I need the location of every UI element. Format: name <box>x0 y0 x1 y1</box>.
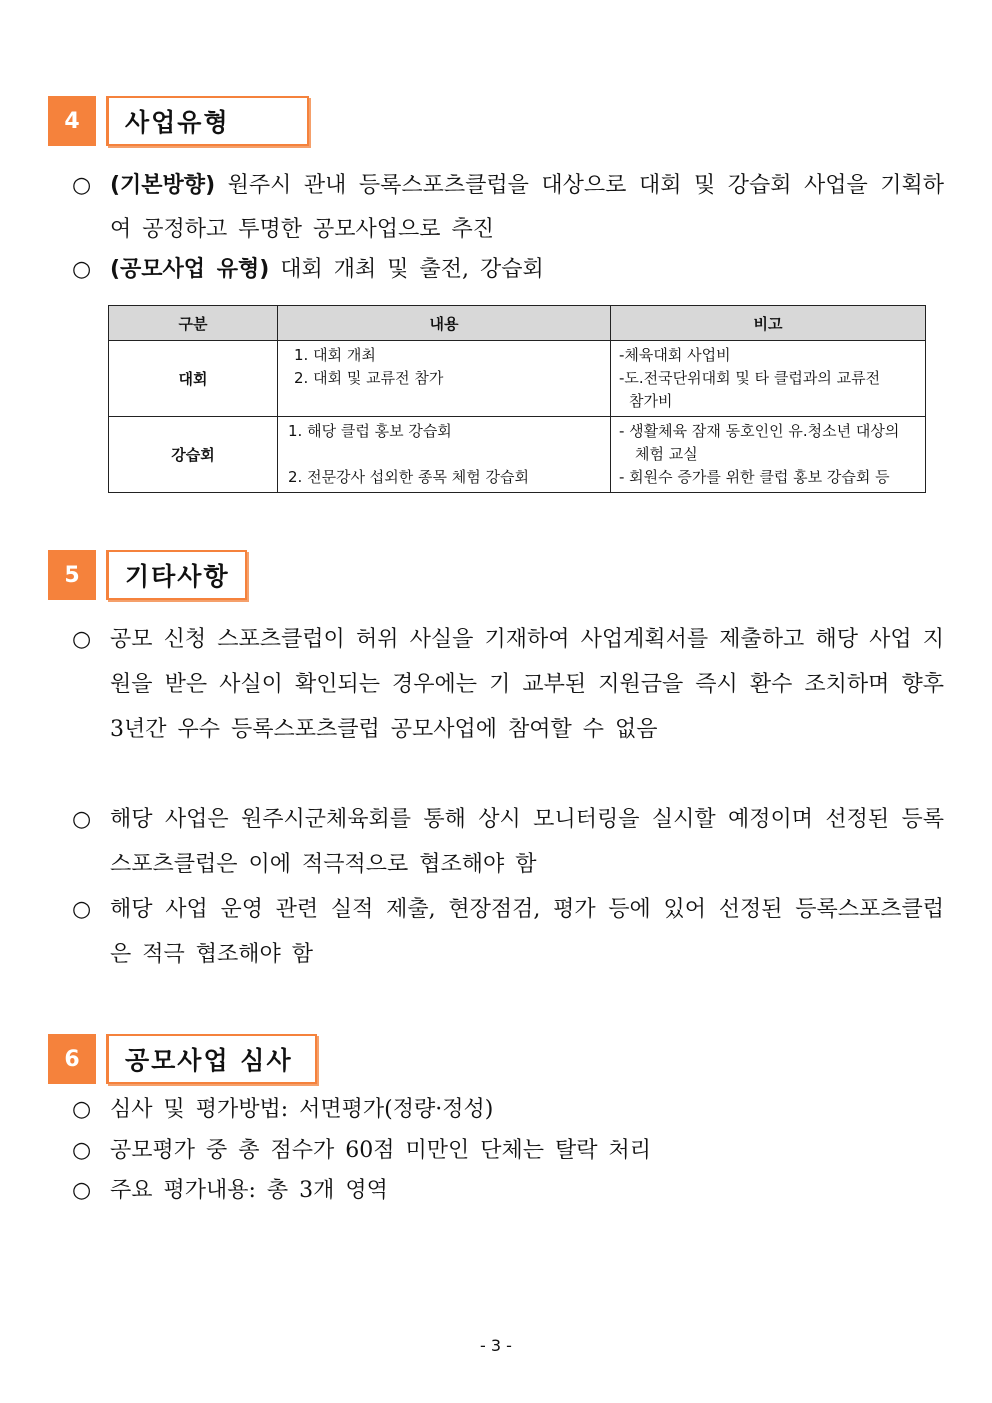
bullet-basic-direction <box>72 164 944 252</box>
section-number: 5 <box>48 550 96 600</box>
table-row <box>109 341 926 417</box>
table-cell-content: 1. 대회 개최 2. 대회 및 교류전 참가 <box>278 341 611 417</box>
bullet-cooperation <box>72 887 944 977</box>
bullet-evaluation-method <box>72 1090 944 1130</box>
bullet-label: (공모사업 유형) <box>110 257 270 282</box>
bullet-text: 공모 신청 스포츠클럽이 허위 사실을 기재하여 사업계획서를 제출하고 해당 사업 지원을 받은 사실이 확인되는 경우에는 기 교부된 지원금을 즉시 환수 조치하며 향후 3년간 우수 등록스포츠클럽 공모사업에 참여할 수 없음 <box>110 627 944 742</box>
bullet-text: 해당 사업 운영 관련 실적 제출, 현장점검, 평가 등에 있어 선정된 등록스포츠클럽은 적극 협조해야 함 <box>110 897 944 967</box>
table-header: 비고 <box>611 306 926 341</box>
bullet-circle-icon: ○ <box>72 1178 92 1203</box>
table-cell-category: 강습회 <box>109 417 278 493</box>
bullet-evaluation-content <box>72 1171 944 1211</box>
bullet-text: 원주시 관내 등록스포츠클럽을 대상으로 대회 및 강습회 사업을 기획하여 공정하고 투명한 공모사업으로 추진 <box>110 173 944 242</box>
bullet-text: 공모평가 중 총 점수가 60점 미만인 단체는 탈락 처리 <box>110 1138 651 1163</box>
section-title: 기타사항 <box>106 550 247 600</box>
bullet-monitoring <box>72 797 944 887</box>
bullet-text: 해당 사업은 원주시군체육회를 통해 상시 모니터링을 실시할 예정이며 선정된 등록스포츠클럽은 이에 적극적으로 협조해야 함 <box>110 807 944 877</box>
section-title: 공모사업 심사 <box>106 1034 317 1084</box>
bullet-circle-icon: ○ <box>72 627 92 652</box>
table-cell-category: 대회 <box>109 341 278 417</box>
table-header: 내용 <box>278 306 611 341</box>
section-number: 6 <box>48 1034 96 1084</box>
section-title: 사업유형 <box>106 96 309 146</box>
section-5-heading <box>48 550 247 600</box>
bullet-text: 심사 및 평가방법: 서면평가(정량·정성) <box>110 1097 494 1122</box>
table-header: 구분 <box>109 306 278 341</box>
section-4-heading <box>48 96 309 146</box>
table-cell-remark: -체육대회 사업비 -도.전국단위대회 및 타 클럽과의 교류전 참가비 <box>611 341 926 417</box>
bullet-contest-type <box>72 248 944 292</box>
bullet-circle-icon: ○ <box>72 807 92 832</box>
table-row <box>109 417 926 493</box>
bullet-false-report <box>72 617 944 752</box>
table-cell-content: 1. 해당 클럽 홍보 강습회 2. 전문강사 섭외한 종목 체험 강습회 <box>278 417 611 493</box>
section-6-heading <box>48 1034 317 1084</box>
page-number: - 3 - <box>480 1336 512 1355</box>
bullet-circle-icon: ○ <box>72 897 92 922</box>
business-type-table <box>108 305 926 493</box>
bullet-text: 주요 평가내용: 총 3개 영역 <box>110 1178 388 1203</box>
bullet-circle-icon: ○ <box>72 1138 92 1163</box>
bullet-label: (기본방향) <box>110 173 216 198</box>
section-number: 4 <box>48 96 96 146</box>
table-header-row <box>109 306 926 341</box>
bullet-elimination <box>72 1131 944 1171</box>
bullet-text: 대회 개최 및 출전, 강습회 <box>269 257 544 282</box>
table-cell-remark: - 생활체육 잠재 동호인인 유.청소년 대상의 체험 교실 - 회원수 증가를 위한 클럽 홍보 강습회 등 <box>611 417 926 493</box>
bullet-circle-icon: ○ <box>72 257 92 282</box>
bullet-circle-icon: ○ <box>72 173 92 198</box>
bullet-circle-icon: ○ <box>72 1097 92 1122</box>
